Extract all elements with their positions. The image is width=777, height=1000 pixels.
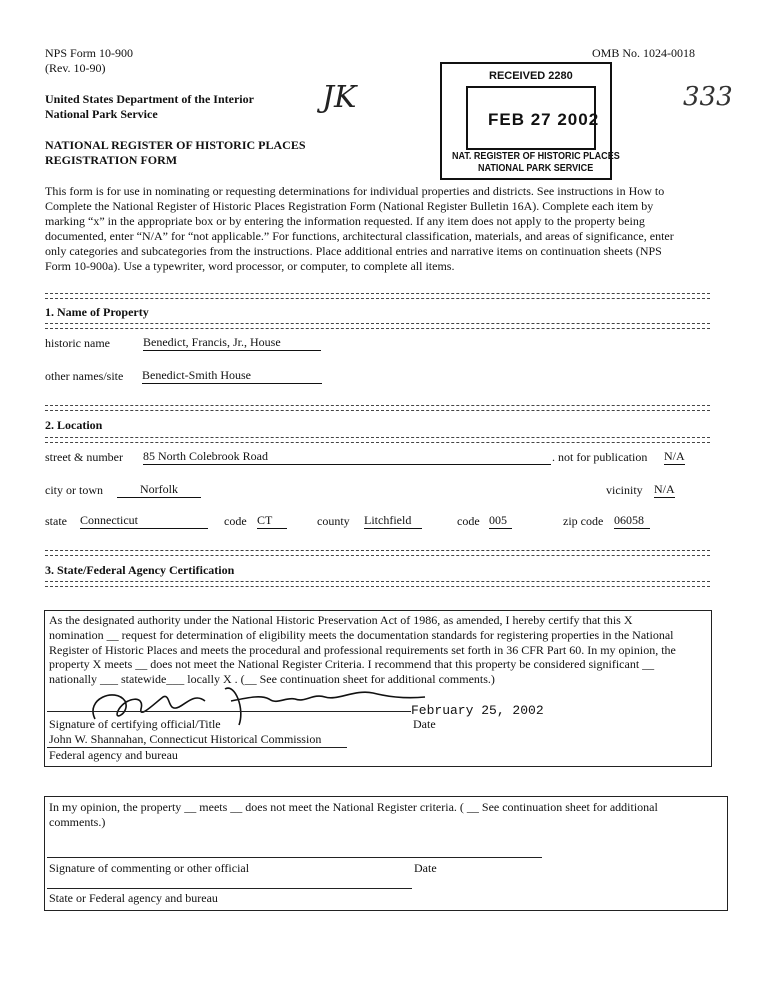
not-for-publication-label: . not for publication	[552, 450, 648, 464]
state-value[interactable]: Connecticut	[80, 513, 208, 529]
historic-name-value[interactable]: Benedict, Francis, Jr., House	[143, 335, 321, 351]
zip-value[interactable]: 06058	[614, 513, 650, 529]
section-divider	[45, 323, 710, 329]
state-code-wrap	[257, 513, 287, 529]
street-value-wrap	[143, 449, 551, 465]
section-divider	[45, 293, 710, 299]
section-divider	[45, 581, 710, 587]
agency-label: Federal agency and bureau	[49, 748, 178, 762]
stamp-received-text: RECEIVED 2280	[489, 70, 573, 82]
section-2-heading: 2. Location	[45, 418, 103, 432]
county-code-wrap	[489, 513, 512, 529]
certification-line: nationally ___ statewide___ locally X . (__ See continuation sheet for additional comments.)	[49, 672, 495, 687]
not-for-publication-value[interactable]: N/A	[664, 449, 685, 463]
stamp-line-2: NATIONAL PARK SERVICE	[478, 162, 594, 174]
county-code-value[interactable]: 005	[489, 513, 512, 529]
instructions-line: Form 10-900a). Use a typewriter, word processor, or computer, to complete all items.	[45, 259, 455, 273]
instructions-line: documented, enter “N/A” for “not applicable.” For functions, architectural classification, materials, and areas of significance, enter	[45, 229, 674, 243]
certification-date: February 25, 2002	[411, 703, 544, 718]
vicinity-value-wrap	[654, 482, 675, 498]
certification-box	[44, 610, 712, 767]
section-1-heading: 1. Name of Property	[45, 305, 149, 319]
section-divider	[45, 405, 710, 411]
service-name: National Park Service	[45, 107, 158, 121]
vicinity-label: vicinity	[606, 483, 643, 497]
historic-name-label: historic name	[45, 336, 110, 350]
not-for-publication-wrap	[664, 449, 685, 465]
state-code-label: code	[224, 514, 247, 528]
instructions-line: marking “x” in the appropriate box or by entering the information requested. If any item does not apply to the property being	[45, 214, 645, 228]
opinion-line: In my opinion, the property __ meets __ does not meet the National Register criteria. ( __ See continuation sheet for additional	[49, 800, 658, 814]
city-value[interactable]: Norfolk	[117, 482, 201, 498]
omb-number: OMB No. 1024-0018	[592, 46, 696, 60]
stamp-line-1: NAT. REGISTER OF HISTORIC PLACES	[452, 150, 620, 162]
comment-box	[44, 796, 728, 911]
county-value[interactable]: Litchfield	[364, 513, 422, 529]
certification-line: Register of Historic Places and meets the procedural and professional requirements set forth in 36 CFR Part 60. In my opinion, the	[49, 642, 676, 657]
date-label: Date	[413, 717, 436, 731]
stamp-date: FEB 27 2002	[488, 110, 600, 129]
city-label: city or town	[45, 483, 103, 497]
handwritten-initials: JK	[322, 80, 357, 115]
form-id: NPS Form 10-900	[45, 46, 134, 60]
opinion-line: comments.)	[49, 815, 106, 829]
official-name: John W. Shannahan, Connecticut Historical Commission	[49, 732, 322, 746]
county-value-wrap	[364, 513, 422, 529]
county-code-label: code	[457, 514, 480, 528]
other-names-label: other names/site	[45, 369, 124, 383]
certification-line: As the designated authority under the National Historic Preservation Act of 1986, as amended, I hereby certify that this X	[49, 613, 633, 627]
city-value-wrap	[117, 482, 201, 498]
form-title: NATIONAL REGISTER OF HISTORIC PLACES	[45, 138, 306, 152]
commenting-signature-line	[47, 857, 542, 858]
commenting-agency-label: State or Federal agency and bureau	[49, 891, 218, 905]
street-label: street & number	[45, 450, 123, 464]
commenting-agency-line	[47, 888, 412, 889]
stamp-date-box	[466, 86, 600, 150]
certification-text	[49, 613, 676, 687]
commenting-date-label: Date	[414, 861, 437, 875]
form-revision: (Rev. 10-90)	[45, 61, 106, 75]
section-divider	[45, 437, 710, 443]
signature-line	[47, 711, 411, 712]
vicinity-value[interactable]: N/A	[654, 482, 675, 496]
state-code-value[interactable]: CT	[257, 513, 287, 529]
zip-label: zip code	[563, 514, 604, 528]
handwritten-page-number: 333	[683, 82, 733, 112]
section-3-heading: 3. State/Federal Agency Certification	[45, 563, 235, 577]
county-label: county	[317, 514, 350, 528]
commenting-signature-label: Signature of commenting or other official	[49, 861, 250, 875]
instructions-line: This form is for use in nominating or requesting determinations for individual properties and districts. See instructions in How to	[45, 184, 665, 198]
instructions-line: Complete the National Register of Historic Places Registration Form (National Register Bulletin 16A). Complete each item by	[45, 199, 654, 213]
other-names-value-wrap	[142, 368, 322, 384]
section-divider	[45, 550, 710, 556]
certification-line: nomination __ request for determination of eligibility meets the documentation standards for registering properties in the National	[49, 627, 674, 642]
state-value-wrap	[80, 513, 208, 529]
opinion-text	[49, 800, 658, 830]
instructions-line: only categories and subcategories from the instructions. Place additional entries and narrative items on continuation sheets (NPS	[45, 244, 662, 258]
certification-line: property X meets __ does not meet the National Register Criteria. I recommend that this property be considered significant __	[49, 657, 655, 672]
other-names-value[interactable]: Benedict-Smith House	[142, 368, 322, 384]
street-value[interactable]: 85 North Colebrook Road	[143, 449, 551, 465]
zip-value-wrap	[614, 513, 650, 529]
received-stamp	[440, 62, 620, 180]
state-label: state	[45, 514, 67, 528]
instructions-paragraph	[45, 184, 707, 274]
department-name: United States Department of the Interior	[45, 92, 254, 106]
form-subtitle: REGISTRATION FORM	[45, 153, 178, 167]
historic-name-value-wrap	[143, 335, 321, 351]
signature-label: Signature of certifying official/Title	[49, 717, 221, 731]
